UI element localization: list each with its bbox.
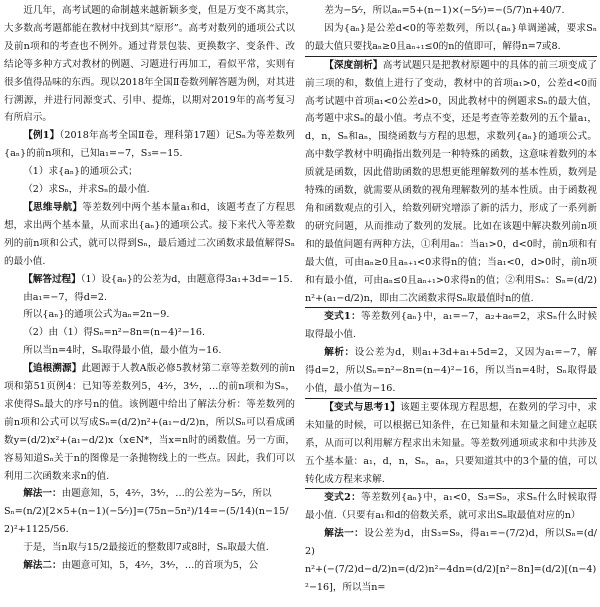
paragraph [305, 344, 597, 398]
paragraph [305, 489, 597, 525]
section-tag: 【思维导航】 [23, 201, 83, 213]
paragraph [4, 2, 295, 127]
paragraph [305, 308, 597, 344]
section-tag: 解法二： [23, 560, 62, 572]
paragraph-text: （2018年高考全国Ⅱ卷，理科第17题）记Sₙ为等差数列{aₙ}的前n项和，已知a₁=−7，S₃=−15. [4, 130, 295, 160]
paragraph [4, 539, 295, 557]
section-tag: 【解答过程】 [23, 273, 81, 285]
section-tag: 变式2： [324, 492, 362, 504]
paragraph [305, 561, 597, 597]
paragraph-text: 由题意可知，5，4²⁄₇，3⁴⁄₇，…的首项为5，公 [61, 560, 259, 572]
paragraph [4, 127, 295, 163]
paragraph-text: （2）求Sₙ，并求Sₙ的最小值. [23, 184, 150, 196]
section-tag: 解法一： [23, 488, 62, 500]
paragraph [305, 2, 597, 20]
section-tag: 解法一： [324, 528, 365, 540]
paragraph [305, 525, 597, 561]
paragraph-text: （2）由（1）得Sₙ=n²−8n=(n−4)²−16. [23, 327, 206, 339]
paragraph [305, 20, 597, 56]
paragraph-text: 差为−5⁄₇，所以aₙ=5+(n−1)×(−5⁄₇)=−(5/7)n+40/7. [324, 5, 565, 16]
section-tag: 变式1： [324, 311, 361, 323]
paragraph [4, 306, 295, 324]
section-tag: 【深度剖析】 [324, 59, 383, 71]
section-tag: 【变式与思考1】 [324, 401, 401, 413]
paragraph-text: （1）求{aₙ}的通项公式； [23, 166, 138, 178]
formula-text: n²+(−(7/2)d−d/2)n=(d/2)n²−4dn=(d/2)[n²−8n]=(d/2)[(n−4)²−16]，所以当n= [305, 564, 597, 593]
paragraph [4, 557, 295, 575]
section-tag: 解析： [324, 347, 355, 359]
paragraph [4, 163, 295, 181]
paragraph [4, 271, 295, 289]
left-column [4, 2, 295, 575]
paragraph-text: 所以当n=4时，Sₙ取得最小值，最小值为−16. [23, 345, 222, 357]
paragraph-text: 由题意知，5，4²⁄₇，3⁴⁄₇，…的公差为−5⁄₇，所以 [61, 488, 272, 500]
section-tag: 【追根溯源】 [23, 363, 82, 375]
paragraph-text: 因为{aₙ}是公差d<0的等差数列，所以{aₙ}单调递减，要求Sₙ的最大值只要找aₙ≥0且aₙ₊₁≤0的n的值即可，解得n=7或8. [305, 22, 597, 52]
paragraph [4, 485, 295, 503]
paragraph-text: 高考试题只是把教材原题中的具体的前三项变成了前三项的和，数值上进行了变动，教材中的首项a₁>0，公差d<0而高考试题中首项a₁<0公差d>0，因此教材中的例题求Sₙ的最大值，高考题中求Sₙ的最小值。考点不变，还是考查等差数列的五个量a₁，d，n，Sₙ和aₙ，围绕函数与方程的思想，求数列{aₙ}的通项公式。高中数学教材中明确指出数列是一种特殊的函数，这意味着数列的本质就是函数，因此借助函数的思想更能理解数列的基本性质，数列是特殊的函数，就需要从函数的视角理解数列的基本性质。由于函数视角和函数观点的引入，给数列研究增添了新的活力，形成了一系列新的研究问题，从而推动了数列的发展。比如在该题中解决数列前n项和的最值问题有两种方法，①利用aₙ：当a₁>0，d<0时，前n项和有最大值，可由aₙ≥0且aₙ₊₁<0求得n的值；当a₁<0，d>0时，前n项和有最小值，可由aₙ≤0且aₙ₊₁>0求得n的值；②利用Sₙ：Sₙ=(d/2)n²+(a₁−d/2)n，即由二次函数求得Sₙ取最值时n的值. [305, 59, 598, 304]
paragraph [4, 181, 295, 199]
paragraph [305, 56, 597, 309]
paragraph-text: 等差数列{aₙ}中，a₁=−7，a₂+a₆=2，求Sₙ什么时候取得最小值. [305, 311, 597, 341]
paragraph-text: 等差数列中两个基本量a₁和d，该题考查了方程思想，求出两个基本量，从而求出{aₙ}的通项公式。接下来代入等差数列的前n项和公式，就可以得到Sₙ，最后通过二次函数求最值解得Sₙ的最小值. [4, 201, 295, 267]
paragraph [305, 398, 597, 490]
paragraph [4, 360, 295, 485]
paragraph [4, 342, 295, 360]
paragraph [4, 199, 295, 271]
formula-text: Sₙ=(n/2)[2×5+(n−1)(−5⁄₇)]=(75n−5n²)/14=−(5/14)(n−15/2)²+1125/56. [4, 506, 289, 536]
section-tag: 【例1】 [23, 130, 60, 142]
paragraph [4, 324, 295, 342]
paragraph-text: 此题源于人教A版必修5教材第二章等差数列的前n项和第51页例4：已知等差数列5，4²⁄₇，3⁴⁄₇，…的前n项和为Sₙ，求使得Sₙ最大的序号n的值。该例题中给出了解法分析：等差数列的前n项和公式可以写成Sₙ=(d/2)n²+(a₁−d/2)n，所以Sₙ可以看成函数y=(d/2)x²+(a₁−d/2)x（x∈N*，当x=n时的函数值。另一方面，容易知道Sₙ关于n的图像是一条抛物线上的一些点。因此，我们可以利用二次函数来求n的值. [4, 363, 296, 482]
paragraph-text: 于是，当n取与15/2最接近的整数即7或8时，Sₙ取最大值. [23, 542, 269, 554]
paragraph-text: 近几年，高考试题的命制越来越新颖多变，但是万变不离其宗，大多数高考题都能在教材中找到其“原形”。高考对数列的通项公式以及前n项和的考查也不例外。通过背景包装、更换数字、变条件、改结论等多种方式对教材的例题、习题进行再加工，看似平常，实则有很多值得品味的东西。现以2018年全国Ⅱ卷数列解答题为例，对其进行溯源，并进行同源变式、引申、提炼，以期对2019年的高考复习有所启示。 [4, 5, 295, 124]
paragraph [4, 289, 295, 307]
paragraph-text: 由a₁=−7，得d=2. [23, 291, 108, 303]
paragraph-text: （1）设{aₙ}的公差为d，由题意得3a₁+3d=−15. [80, 273, 293, 285]
paragraph-text: 该题主要体现方程思想，在数列的学习中，求未知量的时候，可以根据已知条件，在已知量和未知量之间建立起联系，从而可以利用解方程求出未知量。等差数列通项或求和中共涉及五个基本量：a₁，d，n，Sₙ，aₙ，只要知道其中的3个量的值，可以转化成方程来求解. [305, 401, 597, 485]
paragraph-text: 设公差为d，则a₁+3d+a₁+5d=2，又因为a₁=−7，解得d=2，所以Sₙ=n²−8n=(n−4)²−16，所以当n=4时，Sₙ取得最小值，最小值为−16. [305, 347, 598, 395]
right-column [305, 2, 597, 597]
paragraph [4, 503, 295, 539]
paragraph-text: 所以{aₙ}的通项公式为aₙ=2n−9. [23, 309, 170, 321]
paragraph-text: 设公差为d，由S₃=S₉，得a₁=−(7/2)d，所以Sₙ=(d/2) [305, 528, 597, 558]
paragraph-text: 等差数列{aₙ}中，a₁<0，S₃=S₉，求Sₙ什么时候取得最小值.（只要有a₁和d的倍数关系，就可求出Sₙ取最值对应的n） [305, 492, 597, 522]
